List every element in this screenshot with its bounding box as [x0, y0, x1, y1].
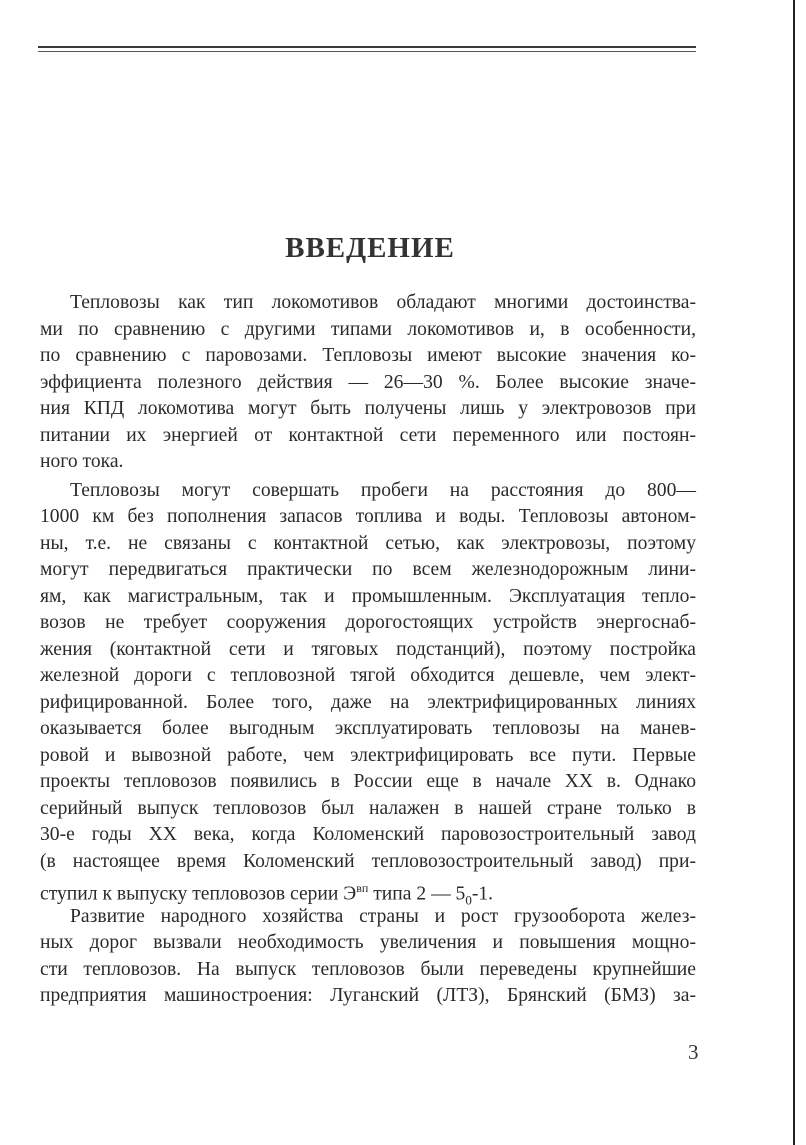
chapter-title: ВВЕДЕНИЕ: [285, 232, 455, 264]
page-edge-line: [793, 0, 795, 1145]
text-line: ного тока.: [40, 451, 124, 472]
text-line: могут передвигаться практически по всем железнодорожным лини-: [40, 559, 696, 580]
body-text: [40, 290, 696, 1010]
text-line: ных дорог вызвали необходимость увеличения и повышения мощно-: [40, 932, 696, 953]
text-line: 30-е годы XX века, когда Коломенский паровозостроительный завод: [40, 824, 696, 845]
text-line: оказывается более выгодным эксплуатировать тепловозы на манев-: [40, 718, 696, 739]
text-line: ям, как магистральным, так и промышленным. Эксплуатация тепло-: [40, 585, 696, 607]
paragraph-1: [40, 290, 696, 476]
text-line: ны, т.е. не связаны с контактной сетью, как электровозы, поэтому: [40, 532, 696, 554]
text-line: сти тепловозов. На выпуск тепловозов были переведены крупнейшие: [40, 958, 696, 980]
header-rule-bottom: [38, 51, 696, 52]
type-prefix: типа 2 — 5: [368, 883, 466, 905]
series-superscript: вп: [356, 881, 369, 895]
text-line: рифицированной. Более того, даже на электрифицированных линиях: [40, 691, 696, 713]
text-line: (в настоящее время Коломенский тепловозостроительный завод) при-: [40, 850, 696, 872]
text-line: Тепловозы могут совершать пробеги на расстояния до 800—: [70, 479, 696, 501]
text-line: серийный выпуск тепловозов был налажен в нашей стране только в: [40, 797, 696, 819]
text-line-formula: [40, 875, 696, 908]
text-line: ми по сравнению с другими типами локомотивов и, в особенности,: [40, 318, 696, 340]
text-line: питании их энергией от контактной сети переменного или постоян-: [40, 424, 696, 446]
text-line: 1000 км без пополнения запасов топлива и воды. Тепловозы автоном-: [40, 506, 696, 527]
paragraph-2: [40, 478, 696, 908]
paragraph-3: [40, 904, 696, 1010]
type-suffix: -1.: [471, 883, 494, 905]
formula-text: ступил к выпуску тепловозов серии Э: [40, 883, 357, 905]
text-line: железной дороги с тепловозной тягой обходится дешевле, чем элект-: [40, 665, 696, 686]
text-line: Развитие народного хозяйства страны и рост грузооборота желез-: [70, 905, 696, 927]
page-number: 3: [688, 1040, 699, 1064]
text-line: ровой и вывозной работе, чем электрифицировать все пути. Первые: [40, 744, 696, 766]
text-line: ния КПД локомотива могут быть получены лишь у электровозов при: [40, 398, 696, 419]
type-subscript: 0: [465, 892, 472, 908]
text-line: жения (контактной сети и тяговых подстанций), поэтому постройка: [40, 638, 696, 660]
text-line: предприятия машиностроения: Луганский (ЛТЗ), Брянский (БМЗ) за-: [40, 985, 696, 1006]
text-line: Тепловозы как тип локомотивов обладают многими достоинства-: [70, 292, 696, 313]
header-rules: [38, 46, 696, 55]
text-line: проекты тепловозов появились в России еще в начале XX в. Однако: [40, 771, 696, 792]
text-line: возов не требует сооружения дорогостоящих устройств энергоснаб-: [40, 612, 696, 633]
header-rule-top: [38, 46, 696, 48]
text-line: по сравнению с паровозами. Тепловозы имеют высокие значения ко-: [40, 345, 696, 366]
text-line: эффициента полезного действия — 26—30 %. Более высокие значе-: [40, 371, 696, 393]
